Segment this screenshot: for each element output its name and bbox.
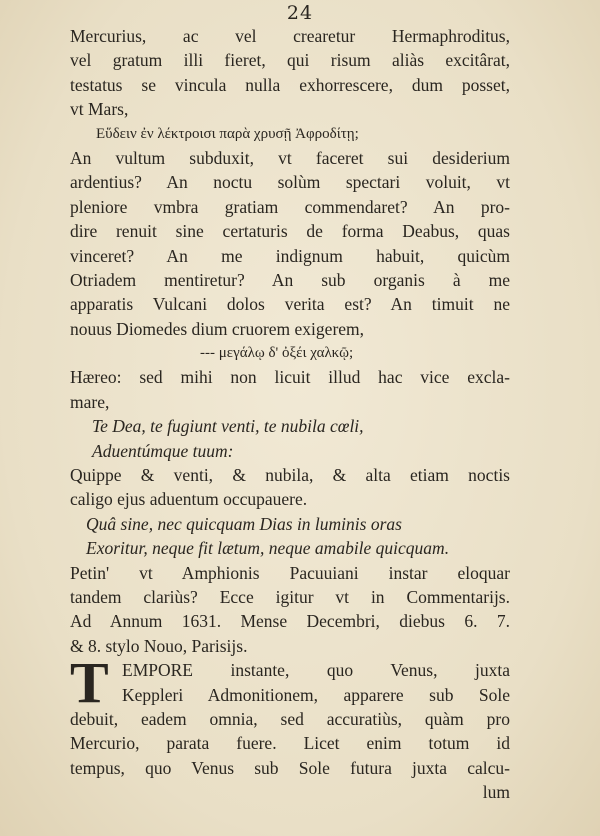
text-line: An vultum subduxit, vt faceret sui desiderium — [70, 147, 510, 168]
verse-line: Exoritur, neque fit lætum, neque amabile quicquam. — [86, 538, 450, 559]
text-line: tandem clariùs? Ecce igitur vt in Commentarijs. — [70, 586, 510, 607]
text-line: testatus se vincula nulla exhorrescere, dum posset, — [70, 74, 510, 95]
text-line: Keppleri Admonitionem, apparere sub Sole — [122, 684, 510, 705]
text-line: caligo ejus aduentum occupauere. — [70, 489, 308, 510]
text-line: EMPORE instante, quo Venus, juxta — [122, 660, 510, 681]
verse-line: Aduentúmque tuum: — [92, 440, 234, 461]
text-line: ardentius? An noctu solùm spectari voluit, vt — [70, 172, 510, 193]
text-line: apparatis Vulcani dolos verita est? An timuit ne — [70, 294, 510, 315]
text-line: Mercurio, parata fuere. Licet enim totum id — [70, 733, 510, 754]
text-line: Ad Annum 1631. Mense Decembri, diebus 6. 7. — [70, 611, 510, 632]
text-line: tempus, quo Venus sub Sole futura juxta calcu- — [70, 757, 510, 778]
text-line: pleniore vmbra gratiam commendaret? An pro- — [70, 196, 510, 217]
text-line: Quippe & venti, & nubila, & alta etiam noctis — [70, 465, 510, 486]
text-line: & 8. stylo Nouo, Parisijs. — [70, 635, 248, 656]
text-line: Petin' vt Amphionis Pacuuiani instar eloquar — [70, 562, 510, 583]
page-body — [70, 24, 510, 805]
text-line: Hæreo: sed mihi non licuit illud hac vice excla- — [70, 367, 510, 388]
text-line: dire renuit sine certaturis de forma Deabus, quas — [70, 221, 510, 242]
text-line: vel gratum illi fieret, qui risum aliàs excitârat, — [70, 50, 510, 71]
text-line: debuit, eadem omnia, sed accuratiùs, quàm pro — [70, 708, 510, 729]
text-line: Mercurius, ac vel crearetur Hermaphroditus, — [70, 26, 510, 46]
text-line: nouus Diomedes dium cruorem exigerem, — [70, 318, 365, 339]
verse-line: Te Dea, te fugiunt venti, te nubila cœli, — [92, 416, 364, 437]
text-line: vt Mars, — [70, 99, 129, 120]
drop-capital: T — [70, 650, 109, 716]
page-number: 24 — [286, 2, 314, 24]
text-line: mare, — [70, 391, 110, 412]
verse-line: Quâ sine, nec quicquam Dias in luminis oras — [86, 513, 402, 534]
text-line: vinceret? An me indignum habuit, quicùm — [70, 245, 510, 266]
dropcap-paragraph — [70, 650, 510, 804]
greek-verse-line: Εὕδειν ἐν λέκτροισι παρὰ χρυσῇ Ἀφροδίτῃ; — [96, 125, 359, 142]
greek-verse-line: --- μεγάλῳ δ' ὀξέι χαλκῷ; — [200, 345, 354, 362]
catchword: lum — [482, 782, 510, 803]
text-line: Otriadem mentiretur? An sub organis à me — [70, 269, 510, 290]
